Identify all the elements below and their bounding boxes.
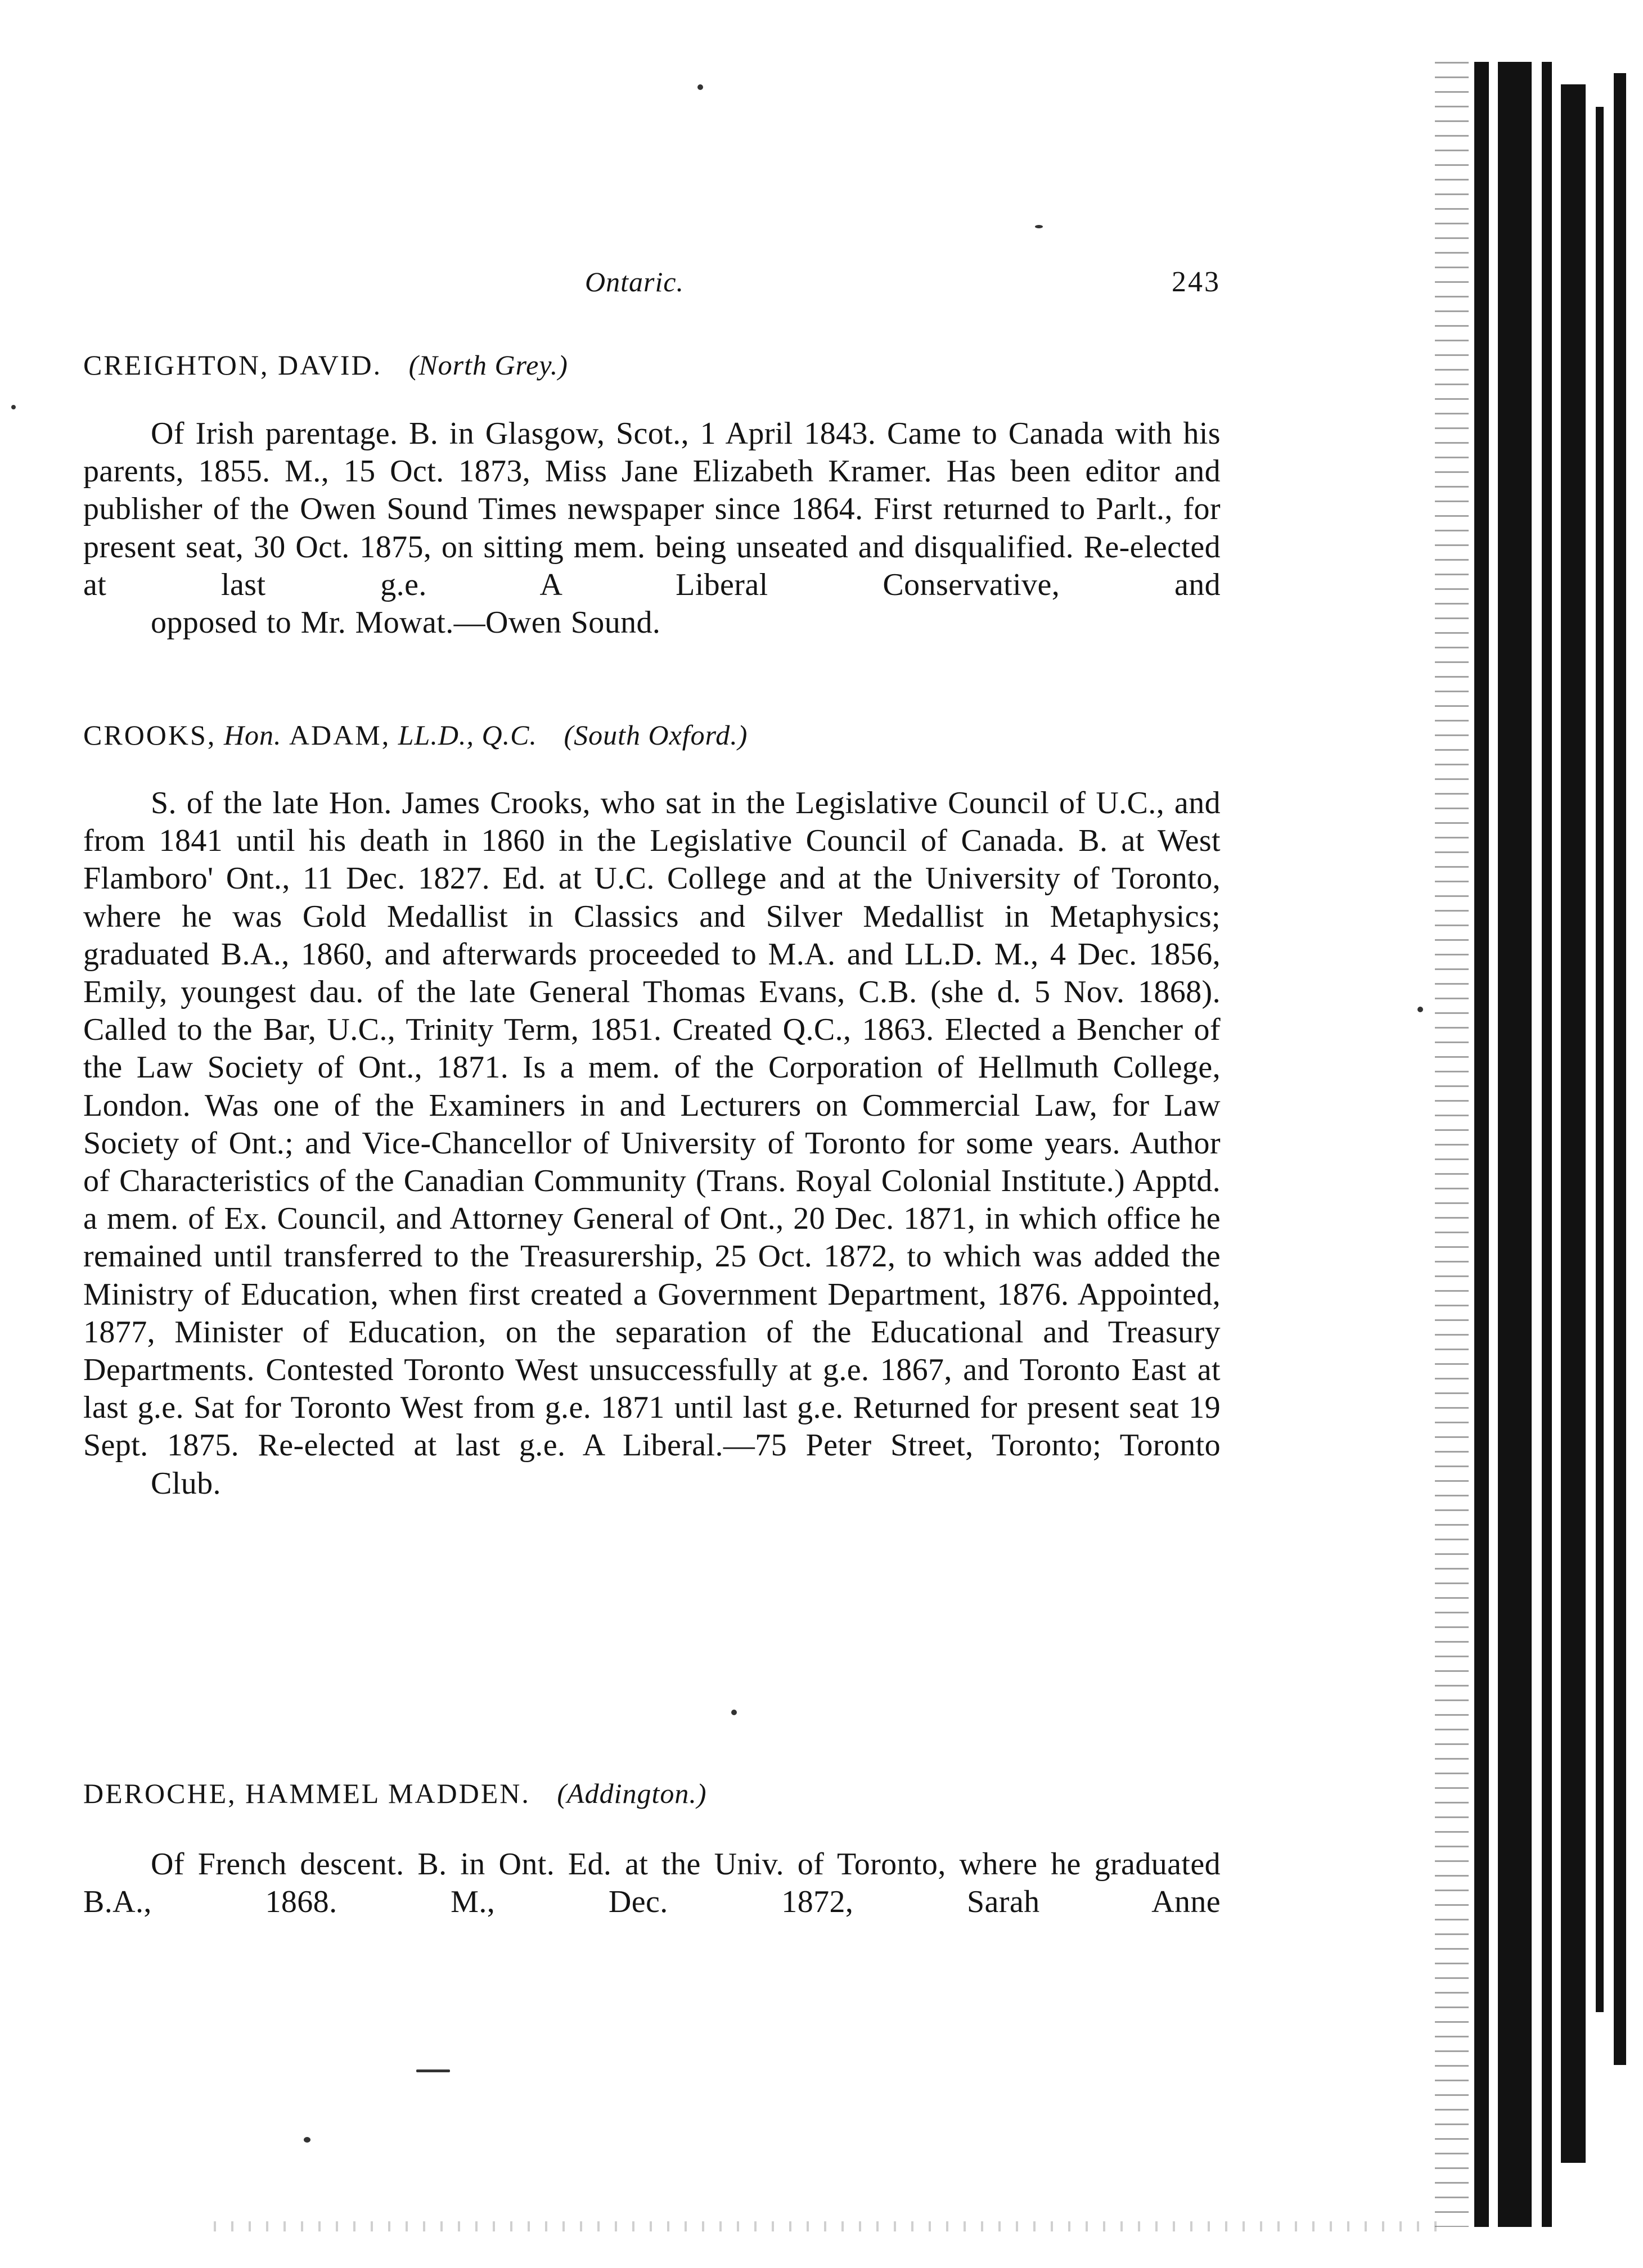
entry-name: CREIGHTON, DAVID.: [83, 349, 382, 381]
scanned-page-edge: [1435, 62, 1643, 2227]
edge-strip: [1498, 62, 1532, 2227]
entry-text-last-line: Club.: [151, 1466, 221, 1501]
entry-heading-creighton: [83, 349, 1236, 381]
entry-text-last-line: opposed to Mr. Mowat.—Owen Sound.: [151, 605, 661, 641]
running-title: Ontaric.: [585, 266, 685, 297]
scan-speck: [1417, 1007, 1423, 1012]
entry-constituency: (North Grey.): [408, 349, 568, 381]
entry-body-crooks: [83, 784, 1221, 1503]
edge-strip: [1542, 62, 1552, 2227]
entry-given-name: ADAM,: [289, 719, 391, 751]
scan-speck: [697, 84, 703, 90]
entry-constituency: (Addington.): [557, 1778, 707, 1809]
entry-text: Of French descent. B. in Ont. Ed. at the Univ. of Toronto, where he graduated B.A., 1868. M., Dec. 1872, Sarah Anne: [83, 1847, 1221, 1920]
entry-text: S. of the late Hon. James Crooks, who sat in the Legislative Council of U.C., and from 1841 until his death in 1860 in the Legislative Council of Canada. B. at West Flamboro' Ont., 11 Dec. 1827. Ed. at U.C. College and at the University of Toronto, where he was Gold Medallist in Classics and Silver Medallist in Metaphysics; graduated B.A., 1860, and afterwards proceeded to M.A. and LL.D. M., 4 Dec. 1856, Emily, youngest dau. of the late General Thomas Evans, C.B. (she d. 5 Nov. 1868). Called to the Bar, U.C., Trinity Term, 1851. Created Q.C., 1863. Elected a Bencher of the Law Society of Ont., 1871. Is a mem. of the Corporation of Hellmuth College, London. Was one of the Examiners in and Lecturers on Commercial Law, for Law Society of Ont.; and Vice-Chancellor of University of Toronto for some years. Author of Characteristics of the Canadian Community (Trans. Royal Colonial Institute.) Apptd. a mem. of Ex. Council, and Attorney General of Ont., 20 Dec. 1871, in which office he remained until transferred to the Treasurership, 25 Oct. 1872, to which was added the Ministry of Education, when first created a Government Department, 1876. Appointed, 1877, Minister of Education, on the separation of the Educational and Treasury Departments. Contested Toronto West unsuccessfully at g.e. 1867, and Toronto East at last g.e. Sat for Toronto West from g.e. 1871 until last g.e. Returned for present seat 19 Sept. 1875. Re-elected at last g.e. A Liberal.—75 Peter Street, Toronto; Toronto: [83, 786, 1221, 1463]
entry-text: Of Irish parentage. B. in Glasgow, Scot., 1 April 1843. Came to Canada with his parents, 1855. M., 15 Oct. 1873, Miss Jane Elizabeth Kramer. Has been editor and publisher of the Owen Sound Times newspaper since 1864. First returned to Parlt., for present seat, 30 Oct. 1875, on sitting mem. being unseated and disqualified. Re-elected at last g.e. A Liberal Conservative, and: [83, 416, 1221, 602]
scan-speck: [304, 2137, 310, 2143]
entry-body-deroche: [83, 1846, 1221, 1921]
scan-speck: [1035, 225, 1043, 228]
scan-speck: [11, 405, 16, 409]
edge-strip: [1474, 62, 1489, 2227]
scan-speck: [731, 1710, 737, 1715]
scan-speck: [416, 2069, 450, 2072]
entry-heading-deroche: [83, 1777, 1236, 1810]
entry-name: DEROCHE, HAMMEL MADDEN.: [83, 1778, 530, 1809]
entry-title-prefix: Hon.: [223, 719, 282, 751]
bottom-scan-noise: [214, 2221, 1451, 2231]
entry-body-creighton: [83, 415, 1221, 642]
entry-name: CROOKS,: [83, 719, 217, 751]
edge-strip: [1614, 73, 1626, 2065]
edge-strip: [1561, 84, 1586, 2163]
entry-degrees: LL.D., Q.C.: [398, 719, 537, 751]
entry-heading-crooks: [83, 719, 1236, 751]
entry-constituency: (South Oxford.): [564, 719, 748, 751]
page-number: 243: [1172, 266, 1221, 298]
running-head: [585, 265, 1221, 305]
edge-strip: [1596, 107, 1604, 2012]
edge-noise: [1435, 62, 1469, 2227]
